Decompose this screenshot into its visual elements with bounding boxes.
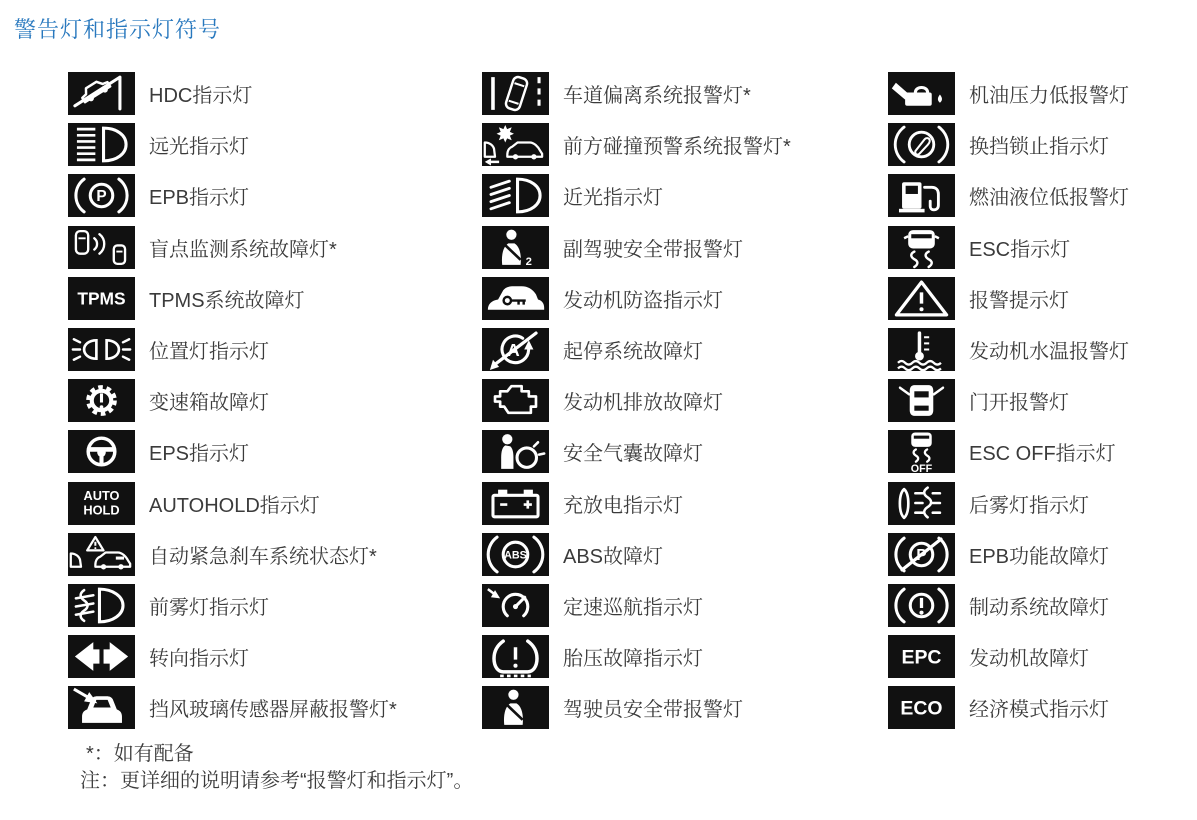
- indicator-row: [888, 273, 1129, 324]
- cruise-control-icon: [482, 584, 549, 627]
- indicator-label: 发动机故障灯: [969, 648, 1089, 671]
- indicator-label: 后雾灯指示灯: [969, 494, 1089, 517]
- indicator-row: [482, 682, 791, 733]
- indicator-label: 安全气囊故障灯: [563, 443, 703, 466]
- column-1: [68, 68, 397, 733]
- rear-fog-icon: [888, 482, 955, 525]
- indicator-row: [68, 426, 397, 477]
- indicator-label: 发动机排放故障灯: [563, 392, 723, 415]
- indicator-label: 挡风玻璃传感器屏蔽报警灯*: [149, 699, 397, 722]
- indicator-row: [68, 273, 397, 324]
- transmission-fault-icon: [68, 379, 135, 422]
- footnote-note: 注：更详细的说明请参考“报警灯和指示灯”。: [80, 770, 474, 792]
- indicator-row: [482, 68, 791, 119]
- indicator-label: EPB功能故障灯: [969, 545, 1110, 568]
- indicator-label: 胎压故障指示灯: [563, 648, 703, 671]
- autohold-icon: [68, 482, 135, 525]
- eco-icon: [888, 686, 955, 729]
- battery-charge-icon: [482, 482, 549, 525]
- passenger-seatbelt-icon: [482, 226, 549, 269]
- oil-pressure-icon: [888, 72, 955, 115]
- abs-icon: [482, 533, 549, 576]
- immobilizer-icon: [482, 277, 549, 320]
- indicator-row: [68, 375, 397, 426]
- blind-spot-icon: [68, 226, 135, 269]
- check-engine-icon: [482, 379, 549, 422]
- indicator-row: [482, 478, 791, 529]
- indicator-label: ESC OFF指示灯: [969, 443, 1116, 466]
- indicator-label: 盲点监测系统故障灯*: [149, 238, 337, 261]
- indicator-label: HDC指示灯: [149, 85, 253, 108]
- indicator-row: [68, 682, 397, 733]
- indicator-label: 远光指示灯: [149, 136, 249, 159]
- coolant-temp-icon: [888, 328, 955, 371]
- forward-collision-icon: [482, 123, 549, 166]
- indicator-label: 自动紧急刹车系统状态灯*: [149, 545, 377, 568]
- indicator-label: EPB指示灯: [149, 187, 250, 210]
- indicator-label: ABS故障灯: [563, 545, 664, 568]
- indicator-label: 位置灯指示灯: [149, 341, 269, 364]
- indicator-row: [482, 273, 791, 324]
- indicator-label: 发动机防盗指示灯: [563, 289, 723, 312]
- indicator-row: [888, 375, 1129, 426]
- tire-pressure-icon: [482, 635, 549, 678]
- footnote-asterisk: *：如有配备: [86, 743, 194, 765]
- indicator-row: [888, 682, 1129, 733]
- indicator-row: [888, 580, 1129, 631]
- indicator-label: EPS指示灯: [149, 443, 250, 466]
- indicator-label: 车道偏离系统报警灯*: [563, 85, 751, 108]
- indicator-label: 驾驶员安全带报警灯: [563, 699, 743, 722]
- indicator-label: 副驾驶安全带报警灯: [563, 238, 743, 261]
- indicator-row: [888, 631, 1129, 682]
- indicator-label: 报警提示灯: [969, 289, 1069, 312]
- indicator-row: [68, 68, 397, 119]
- indicator-row: [482, 222, 791, 273]
- indicator-row: [888, 529, 1129, 580]
- shift-lock-icon: [888, 123, 955, 166]
- indicator-label: 发动机水温报警灯: [969, 341, 1129, 364]
- esc-icon: [888, 226, 955, 269]
- column-2: [482, 68, 791, 733]
- indicator-row: [482, 631, 791, 682]
- indicator-label: 前雾灯指示灯: [149, 596, 269, 619]
- indicator-label: AUTOHOLD指示灯: [149, 494, 320, 517]
- door-open-icon: [888, 379, 955, 422]
- indicator-row: [888, 222, 1129, 273]
- indicator-label: 定速巡航指示灯: [563, 596, 703, 619]
- brake-fault-icon: [888, 584, 955, 627]
- airbag-icon: [482, 430, 549, 473]
- indicator-label: 前方碰撞预警系统报警灯*: [563, 136, 791, 159]
- indicator-row: [482, 119, 791, 170]
- indicator-label: 充放电指示灯: [563, 494, 683, 517]
- indicator-row: [888, 119, 1129, 170]
- indicator-label: 变速箱故障灯: [149, 392, 269, 415]
- eps-steering-icon: [68, 430, 135, 473]
- indicator-label: 门开报警灯: [969, 392, 1069, 415]
- warning-triangle-icon: [888, 277, 955, 320]
- column-3: [888, 68, 1129, 733]
- indicator-row: [482, 426, 791, 477]
- indicator-row: [68, 170, 397, 221]
- indicator-row: [68, 529, 397, 580]
- driver-seatbelt-icon: [482, 686, 549, 729]
- indicator-row: [68, 324, 397, 375]
- esc-off-icon: [888, 430, 955, 473]
- epb-fault-icon: [888, 533, 955, 576]
- indicator-row: [482, 375, 791, 426]
- hill-descent-control-icon: [68, 72, 135, 115]
- indicator-label: 换挡锁止指示灯: [969, 136, 1109, 159]
- indicator-row: [68, 478, 397, 529]
- indicator-row: [482, 580, 791, 631]
- indicator-label: 制动系统故障灯: [969, 596, 1109, 619]
- position-lamp-icon: [68, 328, 135, 371]
- indicator-label: 起停系统故障灯: [563, 341, 703, 364]
- indicator-row: [482, 170, 791, 221]
- page-title: 警告灯和指示灯符号: [14, 17, 222, 42]
- indicator-row: [888, 324, 1129, 375]
- high-beam-icon: [68, 123, 135, 166]
- start-stop-fault-icon: [482, 328, 549, 371]
- indicator-row: [482, 529, 791, 580]
- indicator-label: 近光指示灯: [563, 187, 663, 210]
- indicator-row: [68, 222, 397, 273]
- indicator-row: [888, 426, 1129, 477]
- indicator-row: [482, 324, 791, 375]
- low-fuel-icon: [888, 174, 955, 217]
- indicator-row: [888, 170, 1129, 221]
- indicator-row: [68, 580, 397, 631]
- indicator-row: [888, 478, 1129, 529]
- tpms-icon: [68, 277, 135, 320]
- indicator-row: [68, 119, 397, 170]
- indicator-label: 机油压力低报警灯: [969, 85, 1129, 108]
- indicator-label: 燃油液位低报警灯: [969, 187, 1129, 210]
- indicator-row: [888, 68, 1129, 119]
- turn-signal-icon: [68, 635, 135, 678]
- low-beam-icon: [482, 174, 549, 217]
- lane-departure-icon: [482, 72, 549, 115]
- epb-icon: [68, 174, 135, 217]
- windshield-sensor-icon: [68, 686, 135, 729]
- indicator-label: 转向指示灯: [149, 648, 249, 671]
- indicator-label: 经济模式指示灯: [969, 699, 1109, 722]
- epc-icon: [888, 635, 955, 678]
- indicator-row: [68, 631, 397, 682]
- indicator-label: ESC指示灯: [969, 238, 1071, 261]
- footnotes: [80, 741, 473, 795]
- indicator-label: TPMS系统故障灯: [149, 289, 305, 312]
- aeb-status-icon: [68, 533, 135, 576]
- front-fog-icon: [68, 584, 135, 627]
